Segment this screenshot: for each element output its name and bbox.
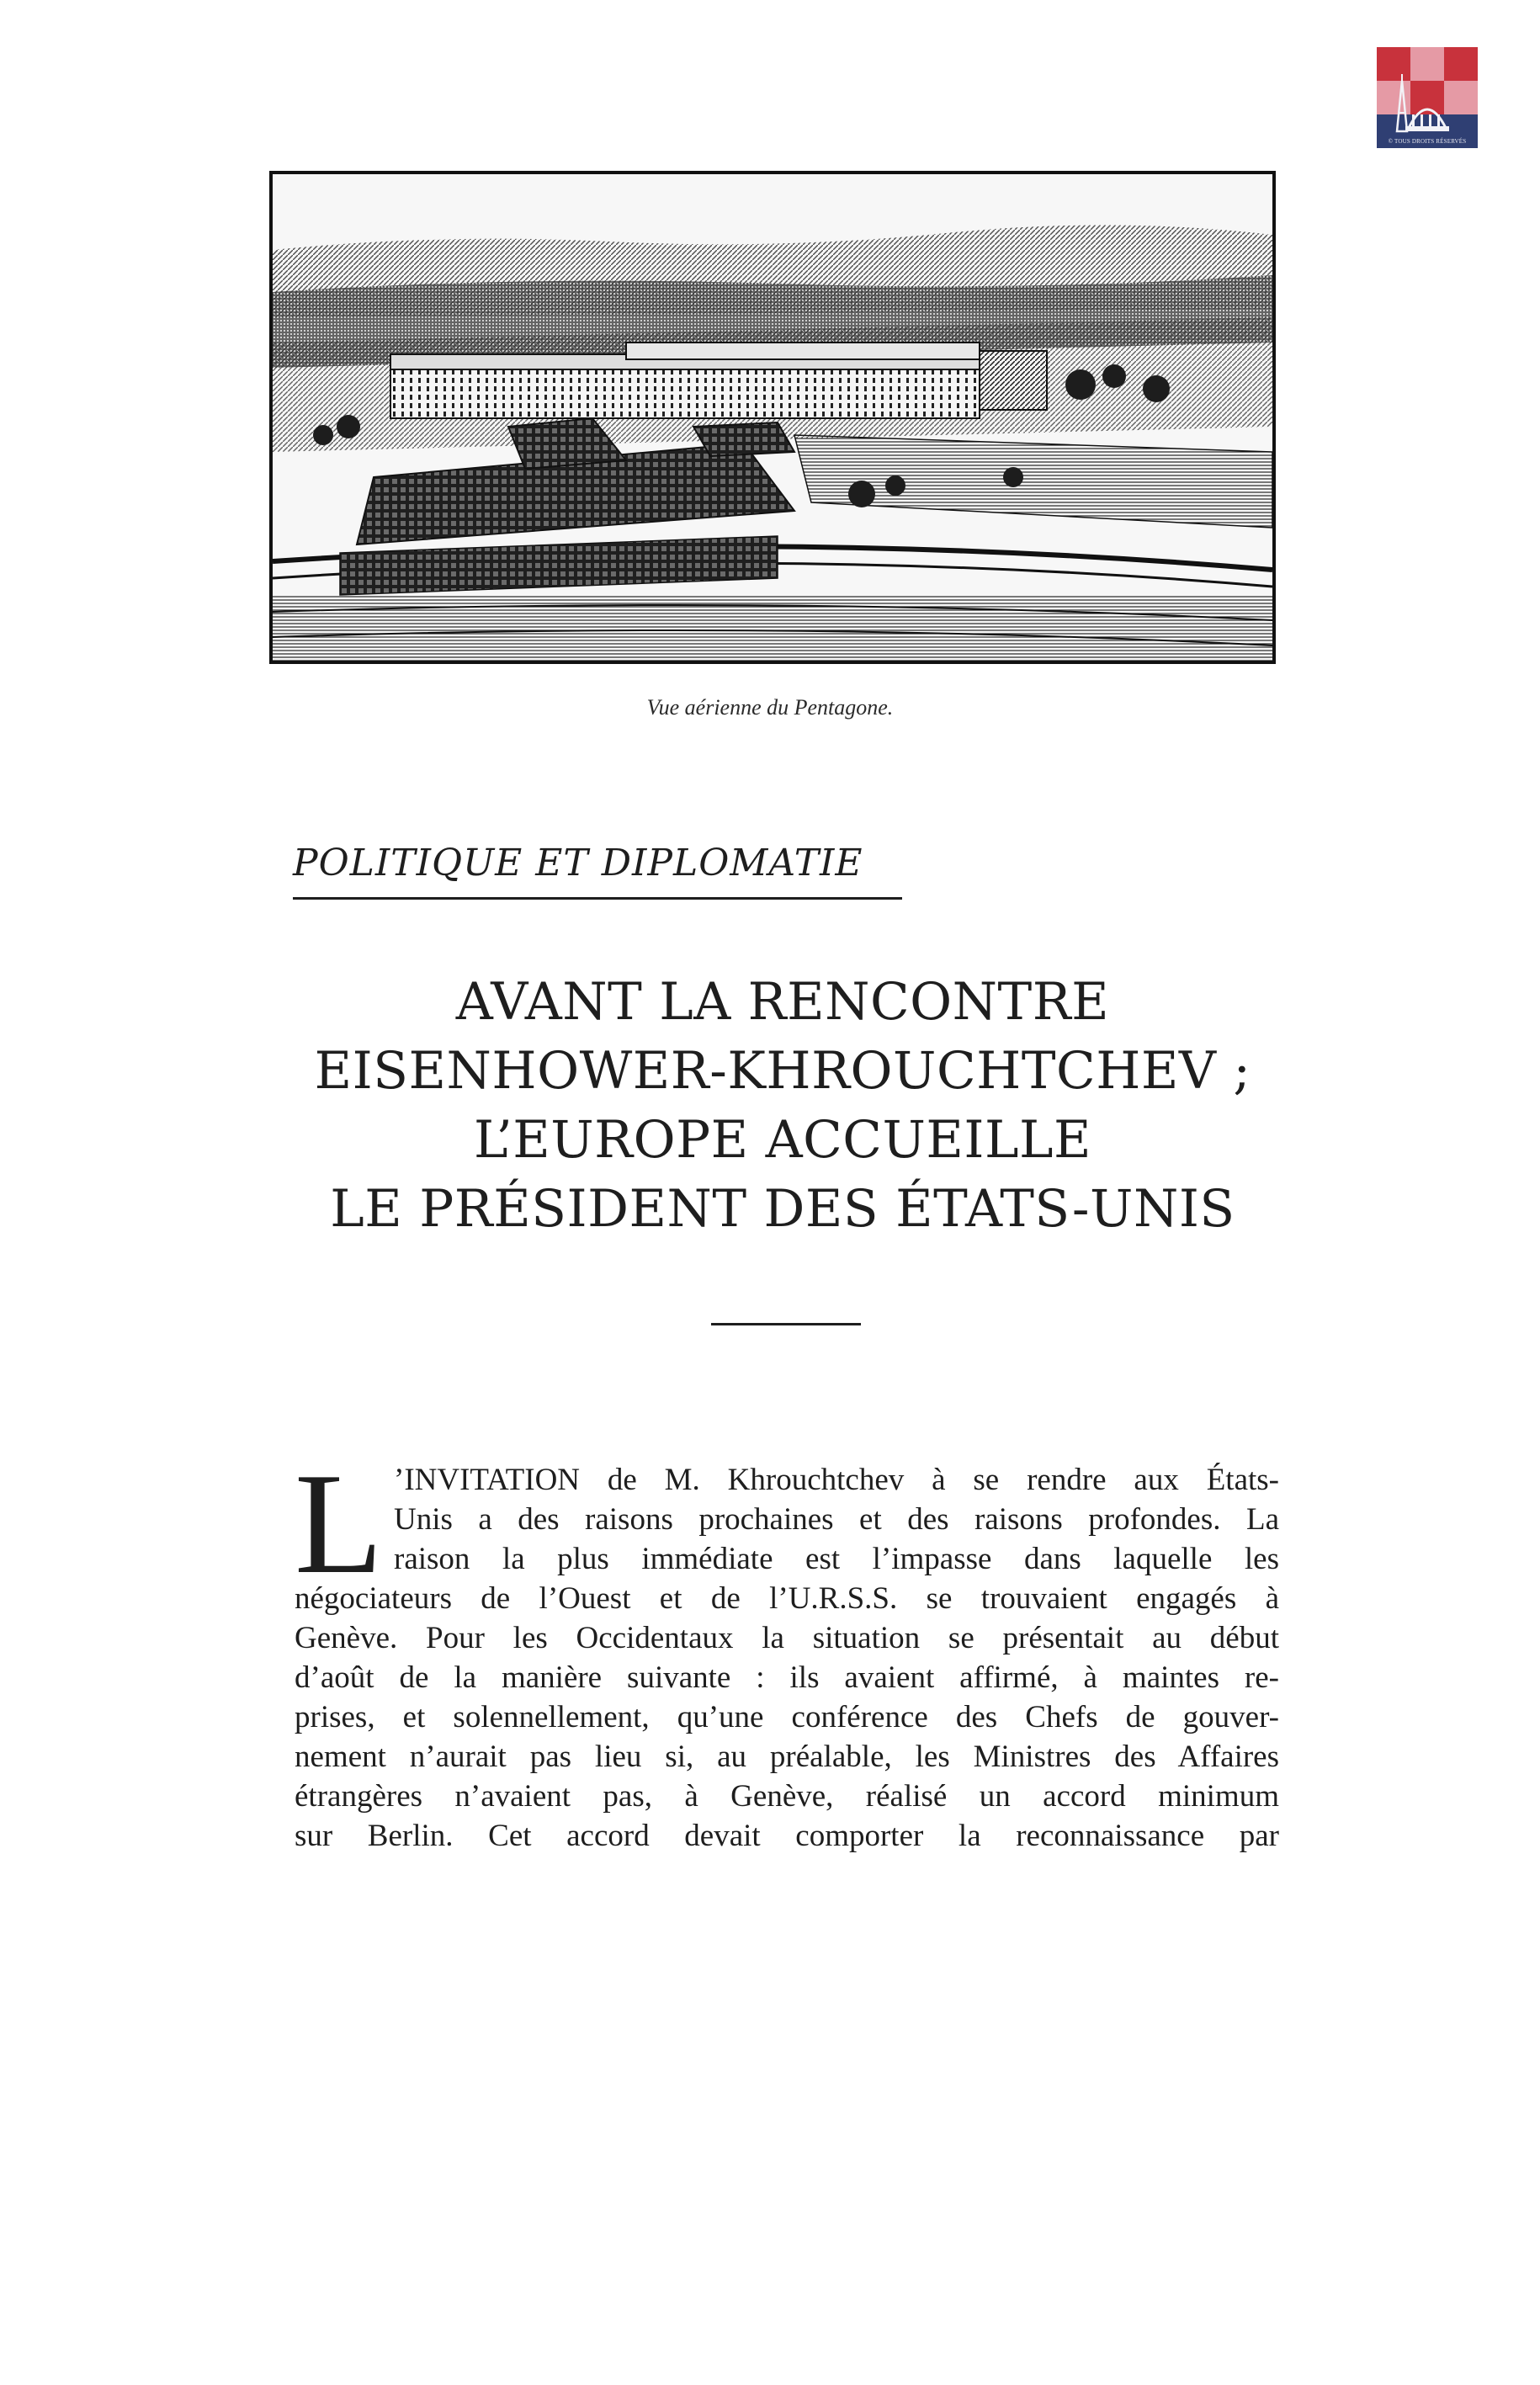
body-line: Genève. Pour les Occidentaux la situation se présentait au début <box>295 1621 1279 1655</box>
title-line: EISENHOWER-KHROUCHTCHEV ; <box>314 1041 1251 1101</box>
title-divider <box>711 1323 861 1325</box>
body-line: sur Berlin. Cet accord devait comporter la reconnaissance par <box>295 1819 1279 1853</box>
title-line: AVANT LA RENCONTRE <box>455 972 1110 1032</box>
illustration-caption: Vue aérienne du Pentagone. <box>646 695 894 720</box>
title-line: L’EUROPE ACCUEILLE <box>473 1110 1092 1170</box>
pentagon-illustration <box>269 171 1276 664</box>
section-heading: POLITIQUE ET DIPLOMATIE <box>293 842 863 884</box>
logo-caption: © TOUS DROITS RÉSERVÉS <box>1388 138 1467 145</box>
pentagon-aerial-engraving-icon <box>273 174 1272 661</box>
body-line: d’août de la manière suivante : ils avaient affirmé, à maintes re- <box>295 1660 1279 1695</box>
body-line: raison la plus immédiate est l’impasse dans laquelle les <box>394 1542 1279 1576</box>
body-line: ’INVITATION de M. Khrouchtchev à se rendre aux États- <box>394 1463 1279 1497</box>
body-line: prises, et solennellement, qu’une conférence des Chefs de gouver- <box>295 1700 1279 1734</box>
logo-icon <box>1377 47 1478 148</box>
article-title <box>286 968 1279 1244</box>
title-line: LE PRÉSIDENT DES ÉTATS-UNIS <box>330 1179 1235 1239</box>
body-line: négociateurs de l’Ouest et de l’U.R.S.S. se trouvaient engagés à <box>295 1581 1279 1616</box>
publisher-logo <box>1377 47 1478 148</box>
section-heading-underline <box>293 897 902 900</box>
article-body <box>295 1444 1279 1856</box>
body-line: nement n’aurait pas lieu si, au préalable, les Ministres des Affaires <box>295 1740 1279 1774</box>
drop-cap: L <box>295 1444 384 1604</box>
body-line: étrangères n’avaient pas, à Genève, réalisé un accord minimum <box>295 1779 1279 1814</box>
body-line: Unis a des raisons prochaines et des raisons profondes. La <box>394 1502 1279 1537</box>
